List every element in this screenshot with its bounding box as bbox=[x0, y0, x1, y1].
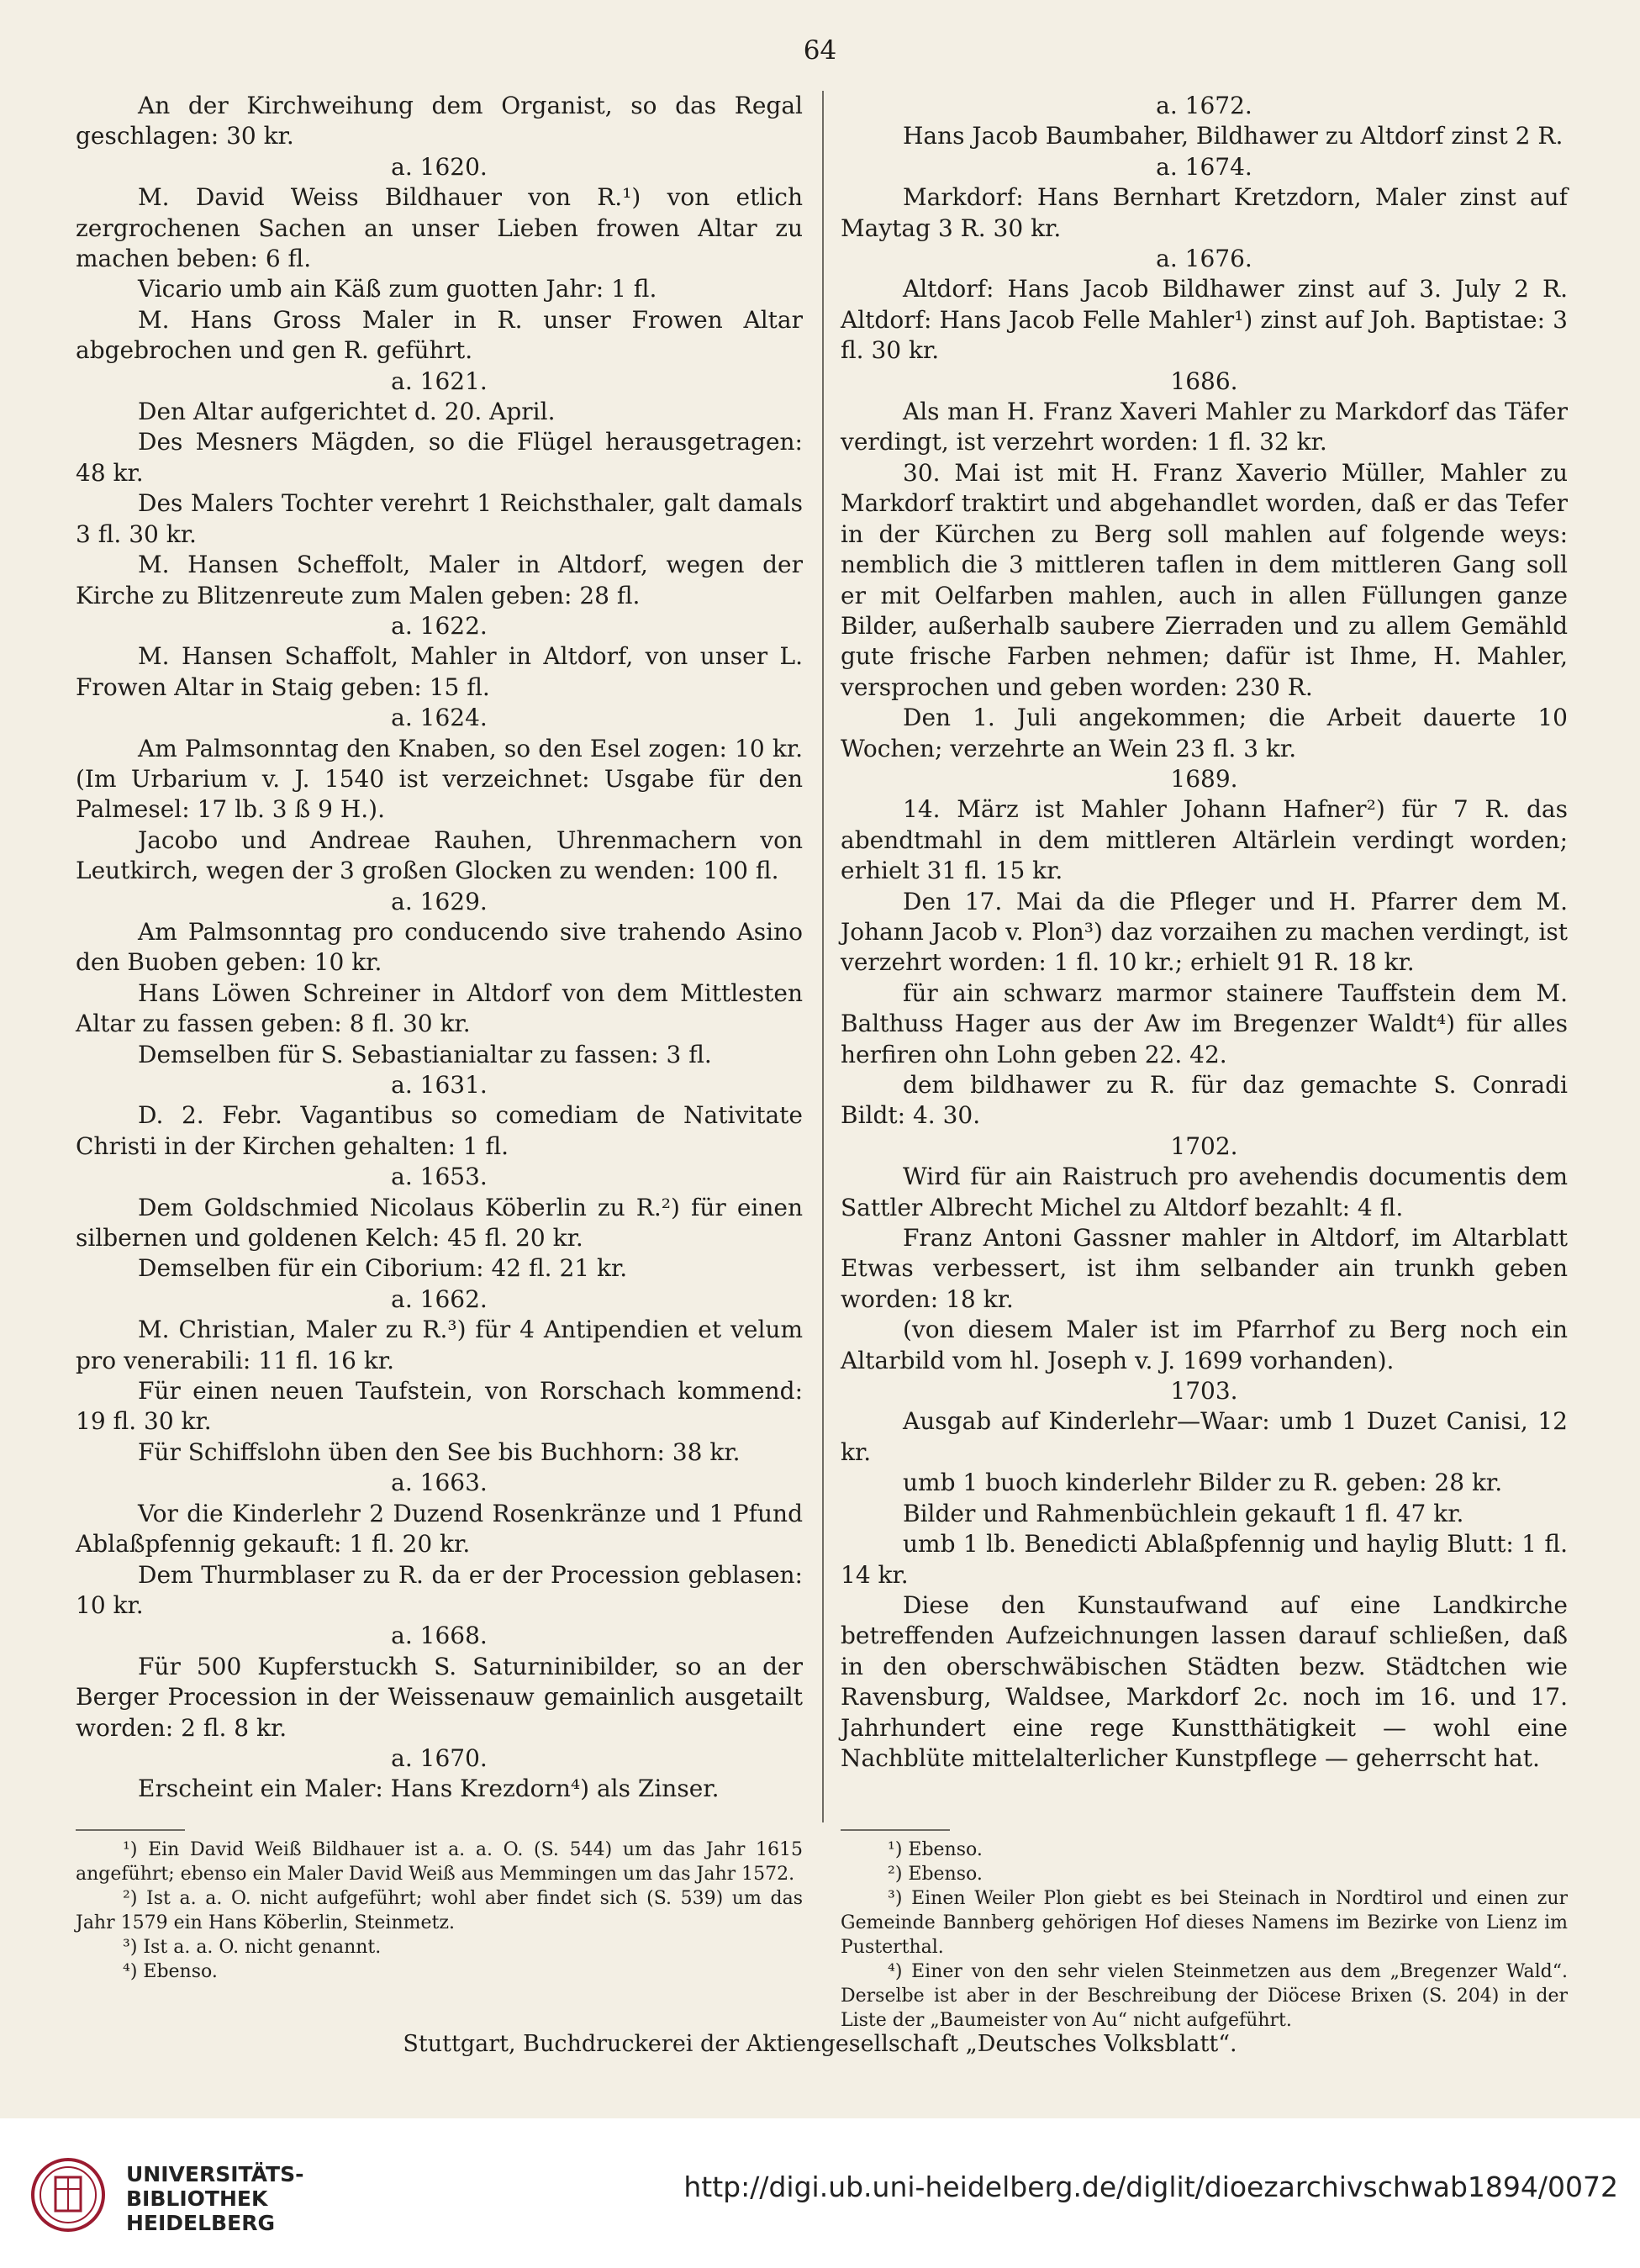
footnote: ²) Ist a. a. O. nicht aufgeführt; wohl aber findet sich (S. 539) um das Jahr 1579 ein Hans Köberlin, Steinmetz. bbox=[76, 1888, 803, 1933]
footnote: ³) Einen Weiler Plon giebt es bei Steinach in Nordtirol und einen zur Gemeinde Bannberg gehörigen Hof dieses Namens im Bezirke von Lienz im Pusterthal. bbox=[841, 1888, 1568, 1958]
right-entry: für ain schwarz marmor stainere Tauffstein dem M. Balthuss Hager aus der Aw im Bregenzer Waldt⁴) für alles herfiren ohn Lohn geben 22. 42. bbox=[841, 978, 1568, 1068]
right-entry: Als man H. Franz Xaveri Mahler zu Markdorf das Täfer verdingt, ist verzehrt worden: 1 fl. 32 kr. bbox=[841, 398, 1568, 456]
right-year-heading: 1689. bbox=[1170, 764, 1238, 793]
right-entry: Den 1. Juli angekommen; die Arbeit dauerte 10 Wochen; verzehrte an Wein 23 fl. 3 kr. bbox=[841, 704, 1568, 762]
left-year-heading: a. 1624. bbox=[391, 704, 488, 732]
right-entry: Markdorf: Hans Bernhart Kretzdorn, Maler zinst auf Maytag 3 R. 30 kr. bbox=[841, 183, 1568, 242]
left-entry: Am Palmsonntag pro conducendo sive trahendo Asino den Buoben geben: 10 kr. bbox=[76, 917, 803, 977]
right-entry: Altdorf: Hans Jacob Bildhawer zinst auf 3. July 2 R. Altdorf: Hans Jacob Felle Mahler¹) zinst auf Joh. Baptistae: 3 fl. 30 kr. bbox=[841, 275, 1568, 365]
library-name-line: BIBLIOTHEK bbox=[126, 2186, 268, 2211]
left-entry: Dem Thurmblaser zu R. da er der Procession geblasen: 10 kr. bbox=[76, 1560, 803, 1619]
left-entry: M. Hansen Scheffolt, Maler in Altdorf, wegen der Kirche zu Blitzenreute zum Malen geben: 28 fl. bbox=[76, 551, 803, 609]
column-divider bbox=[822, 91, 824, 1822]
left-column bbox=[76, 91, 803, 1805]
footnote: ¹) Ebenso. bbox=[888, 1839, 983, 1860]
left-year-heading: a. 1653. bbox=[391, 1163, 488, 1191]
left-entry: M. Hans Gross Maler in R. unser Frowen Altar abgebrochen und gen R. geführt. bbox=[76, 305, 803, 365]
left-year-heading: a. 1668. bbox=[391, 1622, 488, 1650]
right-entry: Franz Antoni Gassner mahler in Altdorf, im Altarblatt Etwas verbessert, ist ihm selbander ain trunkh geben worden: 18 kr. bbox=[841, 1224, 1568, 1313]
left-entry: Für 500 Kupferstuckh S. Saturninibilder, so an der Berger Procession in der Weissenauw gemainlich ausgetailt worden: 2 fl. 8 kr. bbox=[76, 1652, 803, 1742]
left-entry: Vicario umb ain Käß zum guotten Jahr: 1 fl. bbox=[138, 275, 657, 303]
right-year-heading: a. 1676. bbox=[1156, 245, 1252, 273]
right-entry: 14. März ist Mahler Johann Hafner²) für 7 R. das abendtmahl in dem mittleren Altärlein verdingt worden; erhielt 31 fl. 15 kr. bbox=[841, 795, 1568, 885]
left-year-heading: a. 1670. bbox=[391, 1743, 488, 1772]
left-entry: Des Malers Tochter verehrt 1 Reichsthaler, galt damals 3 fl. 30 kr. bbox=[76, 489, 803, 548]
right-entry: Ausgab auf Kinderlehr—Waar: umb 1 Duzet Canisi, 12 kr. bbox=[841, 1407, 1568, 1466]
right-entry: Hans Jacob Baumbaher, Bildhawer zu Altdorf zinst 2 R. bbox=[903, 122, 1564, 150]
left-entry: D. 2. Febr. Vagantibus so comediam de Nativitate Christi in der Kirchen gehalten: 1 fl. bbox=[76, 1101, 803, 1160]
left-entry: Vor die Kinderlehr 2 Duzend Rosenkränze und 1 Pfund Ablaßpfennig gekauft: 1 fl. 20 kr. bbox=[76, 1499, 803, 1559]
left-entry: Erscheint ein Maler: Hans Krezdorn⁴) als Zinser. bbox=[138, 1775, 720, 1803]
footnotes-right bbox=[841, 1838, 1568, 2033]
left-entry: Dem Goldschmied Nicolaus Köberlin zu R.²) für einen silbernen und goldenen Kelch: 45 fl. 20 kr. bbox=[76, 1193, 803, 1253]
left-entry: Für einen neuen Taufstein, von Rorschach kommend: 19 fl. 30 kr. bbox=[76, 1377, 803, 1436]
left-entry: Demselben für S. Sebastianialtar zu fassen: 3 fl. bbox=[138, 1040, 712, 1068]
right-entry: dem bildhawer zu R. für daz gemachte S. Conradi Bildt: 4. 30. bbox=[841, 1071, 1568, 1130]
left-entry: M. Hansen Schaffolt, Mahler in Altdorf, von unser L. Frowen Altar in Staig geben: 15 fl. bbox=[76, 642, 803, 701]
right-year-heading: 1686. bbox=[1170, 367, 1238, 395]
printer-imprint: Stuttgart, Buchdruckerei der Aktiengesellschaft „Deutsches Volksblatt“. bbox=[403, 2031, 1237, 2057]
library-footer bbox=[0, 2118, 1640, 2268]
right-entry: Diese den Kunstaufwand auf eine Landkirche betreffenden Aufzeichnungen lassen darauf schließen, daß in den oberschwäbischen Städten bezw. Städtchen wie Ravensburg, Waldsee, Markdorf 2c. noch im 16. und 17. Jahrhundert eine rege Kunstthätigkeit — wohl eine Nachblüte mittelalterlicher Kunstpflege — geherrscht hat. bbox=[841, 1590, 1568, 1772]
source-url-link[interactable]: http://digi.ub.uni-heidelberg.de/diglit/dioezarchivschwab1894/0072 bbox=[683, 2170, 1618, 2203]
footnote-separator-left bbox=[76, 1829, 185, 1831]
library-name-line: UNIVERSITÄTS- bbox=[126, 2162, 304, 2186]
left-year-heading: a. 1629. bbox=[391, 887, 488, 915]
left-year-heading: a. 1631. bbox=[391, 1071, 488, 1099]
right-entry: umb 1 buoch kinderlehr Bilder zu R. geben: 28 kr. bbox=[903, 1469, 1503, 1497]
right-year-heading: a. 1674. bbox=[1156, 152, 1252, 181]
right-year-heading: 1702. bbox=[1170, 1131, 1238, 1160]
left-year-heading: a. 1663. bbox=[391, 1469, 488, 1497]
left-year-heading: a. 1621. bbox=[391, 367, 488, 395]
footnote: ⁴) Ebenso. bbox=[123, 1961, 218, 1982]
footnote: ¹) Ein David Weiß Bildhauer ist a. a. O. (S. 544) um das Jahr 1615 angeführt; ebenso ein Maler David Weiß aus Memmingen um das Jahr 1572. bbox=[76, 1839, 803, 1885]
left-entry: M. David Weiss Bildhauer von R.¹) von etlich zergrochenen Sachen an unser Lieben frowen Altar zu machen beben: 6 fl. bbox=[76, 183, 803, 273]
right-column bbox=[841, 91, 1568, 1774]
right-entry: Bilder und Rahmenbüchlein gekauft 1 fl. 47 kr. bbox=[903, 1499, 1464, 1527]
right-entry: 30. Mai ist mit H. Franz Xaverio Müller, Mahler zu Markdorf traktirt und abgehandlet worden, daß er das Tefer in der Kürchen zu Berg soll mahlen auf folgende weys: nemblich die 3 mittleren taflen in dem mittleren Gang soll er mit Oelfarben mahlen, auch in allen Füllungen ganze Bilder, außerhalb saubere Zierraden und zu allem Gemähld gute frische Farben nehmen; dafür ist Ihme, H. Mahler, versprochen und geben worden: 230 R. bbox=[841, 458, 1568, 701]
right-year-heading: 1703. bbox=[1170, 1377, 1238, 1406]
library-name bbox=[126, 2162, 303, 2235]
footnote: ²) Ebenso. bbox=[888, 1864, 983, 1885]
library-name-line: HEIDELBERG bbox=[126, 2211, 275, 2235]
right-entry: (von diesem Maler ist im Pfarrhof zu Berg noch ein Altarbild vom hl. Joseph v. J. 1699 vorhanden). bbox=[841, 1316, 1568, 1374]
right-entry: umb 1 lb. Benedicti Ablaßpfennig und haylig Blutt: 1 fl. 14 kr. bbox=[841, 1530, 1568, 1589]
heidelberg-library-seal-icon bbox=[30, 2157, 106, 2233]
left-entry: Demselben für ein Ciborium: 42 fl. 21 kr. bbox=[138, 1254, 628, 1283]
footnotes-left bbox=[76, 1838, 803, 1984]
left-year-heading: a. 1620. bbox=[391, 152, 488, 181]
right-entry: Wird für ain Raistruch pro avehendis documentis dem Sattler Albrecht Michel zu Altdorf bezahlt: 4 fl. bbox=[841, 1163, 1568, 1221]
left-entry: An der Kirchweihung dem Organist, so das Regal geschlagen: 30 kr. bbox=[76, 92, 803, 150]
left-year-heading: a. 1622. bbox=[391, 611, 488, 640]
left-entry: Für Schiffslohn üben den See bis Buchhorn: 38 kr. bbox=[138, 1437, 741, 1466]
page-number: 64 bbox=[803, 35, 837, 66]
left-year-heading: a. 1662. bbox=[391, 1284, 488, 1313]
left-entry: Hans Löwen Schreiner in Altdorf von dem Mittlesten Altar zu fassen geben: 8 fl. 30 kr. bbox=[76, 978, 803, 1038]
left-entry: Am Palmsonntag den Knaben, so den Esel zogen: 10 kr. (Im Urbarium v. J. 1540 ist verzeichnet: Usgabe für den Palmesel: 17 lb. 3 ß 9 H.). bbox=[76, 734, 803, 824]
footnote-separator-right bbox=[841, 1829, 950, 1831]
left-entry: Jacobo und Andreae Rauhen, Uhrenmachern von Leutkirch, wegen der 3 großen Glocken zu wenden: 100 fl. bbox=[76, 825, 803, 885]
left-entry: Des Mesners Mägden, so die Flügel herausgetragen: 48 kr. bbox=[76, 428, 803, 487]
footnote: ³) Ist a. a. O. nicht genannt. bbox=[123, 1937, 382, 1958]
footnote: ⁴) Einer von den sehr vielen Steinmetzen aus dem „Bregenzer Wald“. Derselbe ist aber in der Beschreibung der Diöcese Brixen (S. 204) in der Liste der „Baumeister von Au“ nicht aufgeführt. bbox=[841, 1961, 1568, 2031]
right-entry: Den 17. Mai da die Pfleger und H. Pfarrer dem M. Johann Jacob v. Plon³) daz vorzaihen zu machen verdingt, ist verzehrt worden: 1 fl. 10 kr.; erhielt 91 R. 18 kr. bbox=[841, 887, 1568, 977]
right-year-heading: a. 1672. bbox=[1156, 92, 1252, 119]
left-entry: Den Altar aufgerichtet d. 20. April. bbox=[138, 398, 556, 426]
left-entry: M. Christian, Maler zu R.³) für 4 Antipendien et velum pro venerabili: 11 fl. 16 kr. bbox=[76, 1316, 803, 1374]
